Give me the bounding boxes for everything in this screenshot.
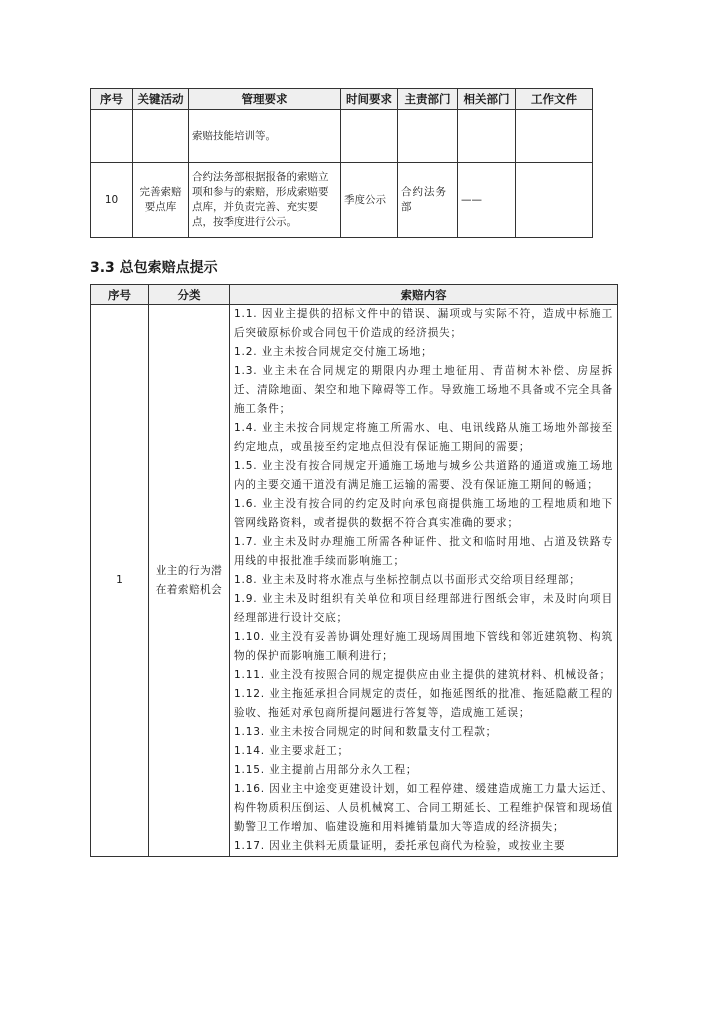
- section-title: 3.3 总包索赔点提示: [90, 260, 218, 276]
- col-header-no: 序号: [91, 89, 133, 110]
- claim-item: 1.1. 因业主提供的招标文件中的错误、漏项或与实际不符，造成中标施工后突破原标价或合同包干价造成的经济损失；: [234, 308, 613, 339]
- claim-item: 1.6. 业主没有按合同的约定及时向承包商提供施工场地的工程地质和地下管网线路资料，或者提供的数据不符合真实准确的要求；: [234, 498, 613, 529]
- category-cell: 业主的行为潜在着索赔机会: [149, 305, 230, 857]
- requirement-cell: 索赔技能培训等。: [189, 110, 341, 163]
- table-header-row: [91, 89, 593, 110]
- table-row: [91, 305, 618, 857]
- col-header-requirement: 管理要求: [189, 89, 341, 110]
- management-table: [90, 88, 593, 238]
- col-header-no: 序号: [91, 285, 149, 305]
- claim-item: 1.10. 业主没有妥善协调处理好施工现场周围地下管线和邻近建筑物、构筑物的保护而影响施工顺利进行；: [234, 631, 613, 662]
- col-header-category: 分类: [149, 285, 230, 305]
- claim-item: 1.9. 业主未及时组织有关单位和项目经理部进行图纸会审，未及时向项目经理部进行设计交底；: [234, 593, 613, 624]
- time-cell: 季度公示: [341, 163, 398, 238]
- row-number: 1: [91, 305, 149, 857]
- claim-item: 1.15. 业主提前占用部分永久工程；: [234, 764, 418, 776]
- claim-item: 1.14. 业主要求赶工；: [234, 745, 349, 757]
- col-header-activity: 关键活动: [133, 89, 189, 110]
- related-dept-cell: ——: [458, 163, 516, 238]
- table-header-row: [91, 285, 618, 305]
- claim-item: 1.7. 业主未及时办理施工所需各种证件、批文和临时用地、占道及铁路专用线的申报批准手续而影响施工；: [234, 536, 613, 567]
- table-row: [91, 163, 593, 238]
- claim-item: 1.11. 业主没有按照合同的规定提供应由业主提供的建筑材料、机械设备；: [234, 669, 611, 681]
- claim-item: 1.3. 业主未在合同规定的期限内办理土地征用、青苗树木补偿、房屋拆迁、清除地面、架空和地下障碍等工作。导致施工场地不具备或不完全具备施工条件；: [234, 365, 613, 415]
- claim-item: 1.5. 业主没有按合同规定开通施工场地与城乡公共道路的通道或施工场地内的主要交通干道没有满足施工运输的需要、没有保证施工期间的畅通；: [234, 460, 613, 491]
- claim-item: 1.13. 业主未按合同规定的时间和数量支付工程款；: [234, 726, 497, 738]
- doc-cell: [516, 163, 593, 238]
- activity-cell: 完善索赔要点库: [133, 163, 189, 238]
- claim-item: 1.16. 因业主中途变更建设计划，如工程停建、缓建造成施工力量大运迁、构件物质积压倒运、人员机械窝工、合同工期延长、工程维护保管和现场值勤警卫工作增加、临建设施和用料摊销量加大等造成的经济损失；: [234, 783, 613, 833]
- claim-item: 1.4. 业主未按合同规定将施工所需水、电、电讯线路从施工场地外部接至约定地点，或虽接至约定地点但没有保证施工期间的需要；: [234, 422, 613, 453]
- content-cell: [230, 305, 618, 857]
- col-header-main-dept: 主责部门: [398, 89, 458, 110]
- requirement-cell: 合约法务部根据报备的索赔立项和参与的索赔，形成索赔要点库，并负责完善、充实要点，按季度进行公示。: [189, 163, 341, 238]
- table-row: [91, 110, 593, 163]
- claim-item: 1.17. 因业主供料无质量证明，委托承包商代为检验，或按业主要: [234, 840, 566, 852]
- col-header-time: 时间要求: [341, 89, 398, 110]
- row-number: 10: [91, 163, 133, 238]
- claim-item: 1.2. 业主未按合同规定交付施工场地；: [234, 346, 433, 358]
- col-header-content: 索赔内容: [230, 285, 618, 305]
- col-header-doc: 工作文件: [516, 89, 593, 110]
- claim-points-table: [90, 284, 618, 857]
- claim-item: 1.8. 业主未及时将水准点与坐标控制点以书面形式交给项目经理部；: [234, 574, 581, 586]
- claim-item: 1.12. 业主拖延承担合同规定的责任，如拖延图纸的批准、拖延隐蔽工程的验收、拖延对承包商所提问题进行答复等，造成施工延误；: [234, 688, 613, 719]
- main-dept-cell: 合约法务部: [398, 163, 458, 238]
- col-header-related-dept: 相关部门: [458, 89, 516, 110]
